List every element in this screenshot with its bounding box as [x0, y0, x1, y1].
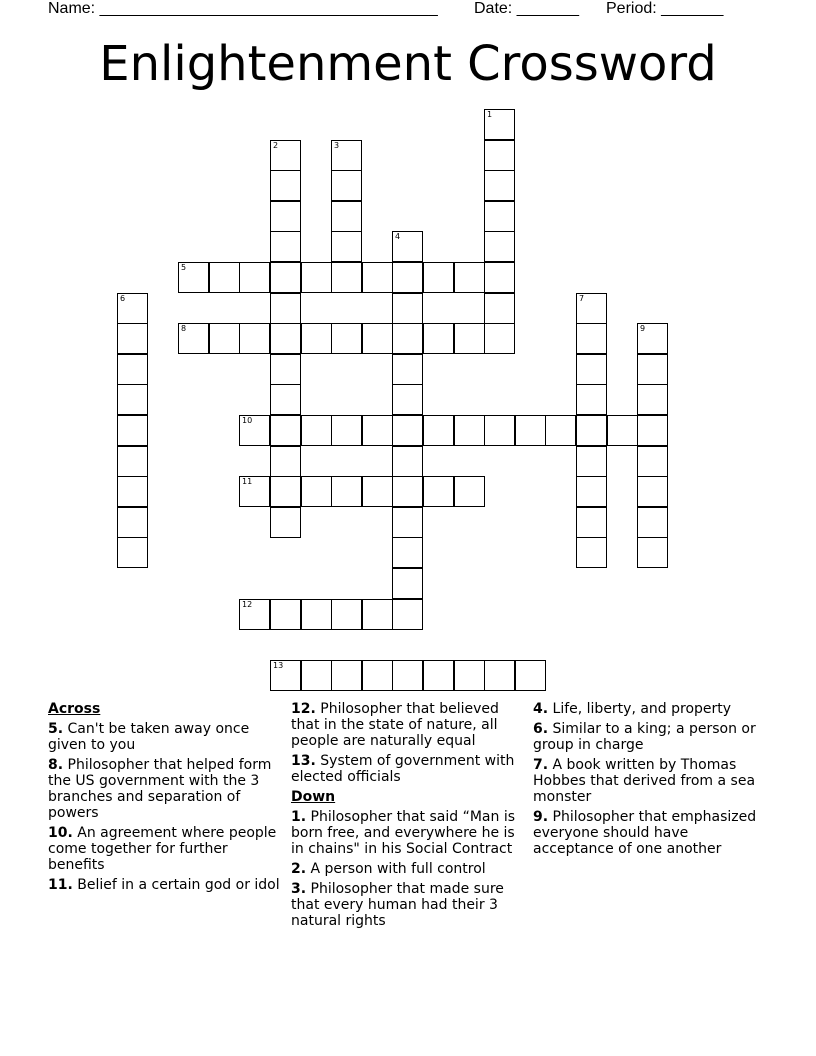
grid-cell[interactable] — [392, 660, 423, 691]
grid-cell[interactable] — [392, 384, 423, 415]
grid-cell[interactable] — [484, 262, 515, 293]
clue-number: 6 — [120, 294, 126, 303]
grid-cell[interactable] — [117, 476, 148, 507]
grid-cell[interactable] — [362, 660, 393, 691]
grid-cell[interactable] — [117, 323, 148, 354]
grid-cell[interactable] — [392, 537, 423, 568]
clue-across-12: 12. Philosopher that believed that in the state of nature, all people are naturally equal — [291, 701, 499, 749]
grid-cell[interactable] — [576, 354, 607, 385]
page-title: Enlightenment Crossword — [99, 36, 717, 92]
grid-cell[interactable] — [117, 507, 148, 538]
grid-cell[interactable] — [576, 507, 607, 538]
grid-cell[interactable] — [637, 507, 668, 538]
clue-down-2: 2. A person with full control — [291, 861, 486, 877]
grid-cell[interactable] — [117, 354, 148, 385]
grid-cell[interactable] — [484, 201, 515, 232]
clues-column-1 — [48, 701, 280, 897]
grid-cell[interactable] — [484, 323, 515, 354]
grid-cell[interactable] — [331, 262, 362, 293]
grid-cell[interactable] — [178, 323, 209, 354]
clue-down-3: 3. Philosopher that made sure that every human had their 3 natural rights — [291, 881, 504, 929]
grid-cell[interactable] — [392, 446, 423, 477]
grid-cell[interactable] — [392, 262, 423, 293]
grid-cell[interactable] — [270, 446, 301, 477]
grid-cell[interactable] — [117, 384, 148, 415]
clue-number: 2 — [273, 141, 279, 150]
grid-cell[interactable] — [637, 415, 668, 446]
grid-cell[interactable] — [362, 599, 393, 630]
grid-cell[interactable] — [270, 476, 301, 507]
grid-cell[interactable] — [392, 293, 423, 324]
grid-cell[interactable] — [576, 415, 607, 446]
clue-across-5: 5. Can't be taken away once given to you — [48, 721, 250, 753]
grid-cell[interactable] — [301, 476, 332, 507]
clues-column-2 — [291, 701, 523, 933]
grid-cell[interactable] — [331, 415, 362, 446]
grid-cell[interactable] — [209, 323, 240, 354]
grid-cell[interactable] — [392, 568, 423, 599]
grid-cell[interactable] — [515, 660, 546, 691]
clue-across-8: 8. Philosopher that helped form the US government with the 3 branches and separation of powers — [48, 757, 272, 821]
down-heading: Down — [291, 789, 336, 805]
grid-cell[interactable] — [607, 415, 638, 446]
grid-cell[interactable] — [362, 262, 393, 293]
grid-cell[interactable] — [239, 476, 270, 507]
grid-cell[interactable] — [515, 415, 546, 446]
grid-cell[interactable] — [362, 476, 393, 507]
grid-cell[interactable] — [423, 323, 454, 354]
grid-cell[interactable] — [423, 262, 454, 293]
grid-cell[interactable] — [454, 660, 485, 691]
clue-down-6: 6. Similar to a king; a person or group in charge — [533, 721, 756, 753]
across-heading: Across — [48, 701, 101, 717]
clues-column-3 — [533, 701, 765, 861]
grid-cell[interactable] — [331, 231, 362, 262]
grid-cell[interactable] — [484, 660, 515, 691]
grid-cell[interactable] — [301, 262, 332, 293]
grid-cell[interactable] — [239, 323, 270, 354]
grid-cell[interactable] — [362, 323, 393, 354]
grid-cell[interactable] — [270, 293, 301, 324]
grid-cell[interactable] — [392, 507, 423, 538]
clue-down-9: 9. Philosopher that emphasized everyone should have acceptance of one another — [533, 809, 757, 857]
grid-cell[interactable] — [331, 170, 362, 201]
grid-cell[interactable] — [392, 599, 423, 630]
grid-cell[interactable] — [239, 599, 270, 630]
grid-cell[interactable] — [270, 262, 301, 293]
grid-cell[interactable] — [270, 507, 301, 538]
grid-cell[interactable] — [454, 415, 485, 446]
grid-cell[interactable] — [454, 262, 485, 293]
date-field[interactable]: Date: _______ — [474, 0, 579, 17]
grid-cell[interactable] — [392, 415, 423, 446]
grid-cell[interactable] — [301, 599, 332, 630]
grid-cell[interactable] — [331, 140, 362, 171]
clue-across-10: 10. An agreement where people come together for further benefits — [48, 825, 277, 873]
grid-cell[interactable] — [178, 262, 209, 293]
grid-cell[interactable] — [392, 231, 423, 262]
grid-cell[interactable] — [301, 323, 332, 354]
clue-number: 10 — [242, 416, 253, 425]
clue-number: 3 — [334, 141, 340, 150]
grid-cell[interactable] — [270, 231, 301, 262]
clue-down-4: 4. Life, liberty, and property — [533, 701, 732, 717]
grid-cell[interactable] — [117, 415, 148, 446]
grid-cell[interactable] — [392, 354, 423, 385]
grid-cell[interactable] — [270, 170, 301, 201]
grid-cell[interactable] — [209, 262, 240, 293]
clue-number: 13 — [273, 661, 284, 670]
grid-cell[interactable] — [637, 354, 668, 385]
clue-across-11: 11. Belief in a certain god or idol — [48, 877, 280, 893]
grid-cell[interactable] — [484, 231, 515, 262]
grid-cell[interactable] — [301, 660, 332, 691]
grid-cell[interactable] — [270, 660, 301, 691]
grid-cell[interactable] — [484, 415, 515, 446]
clue-number: 9 — [640, 324, 646, 333]
grid-cell[interactable] — [331, 599, 362, 630]
period-field[interactable]: Period: _______ — [606, 0, 724, 17]
grid-cell[interactable] — [117, 537, 148, 568]
grid-cell[interactable] — [270, 140, 301, 171]
grid-cell[interactable] — [423, 476, 454, 507]
grid-cell[interactable] — [239, 415, 270, 446]
clue-down-7: 7. A book written by Thomas Hobbes that derived from a sea monster — [533, 757, 756, 805]
grid-cell[interactable] — [454, 323, 485, 354]
grid-cell[interactable] — [270, 415, 301, 446]
grid-cell[interactable] — [362, 415, 393, 446]
grid-cell[interactable] — [331, 201, 362, 232]
grid-cell[interactable] — [576, 537, 607, 568]
clue-number: 5 — [181, 263, 187, 272]
grid-cell[interactable] — [637, 384, 668, 415]
clue-number: 11 — [242, 477, 253, 486]
grid-cell[interactable] — [576, 293, 607, 324]
grid-cell[interactable] — [392, 323, 423, 354]
grid-cell[interactable] — [637, 537, 668, 568]
grid-cell[interactable] — [301, 415, 332, 446]
grid-cell[interactable] — [117, 446, 148, 477]
grid-cell[interactable] — [270, 599, 301, 630]
grid-cell[interactable] — [484, 170, 515, 201]
grid-cell[interactable] — [576, 446, 607, 477]
grid-cell[interactable] — [637, 323, 668, 354]
grid-cell[interactable] — [239, 262, 270, 293]
grid-cell[interactable] — [545, 415, 576, 446]
clue-across-13: 13. System of government with elected officials — [291, 753, 515, 785]
grid-cell[interactable] — [484, 140, 515, 171]
clue-number: 8 — [181, 324, 187, 333]
grid-cell[interactable] — [576, 476, 607, 507]
clue-number: 4 — [395, 232, 401, 241]
clue-down-1: 1. Philosopher that said “Man is born free, and everywhere he is in chains" in his Social Contract — [291, 809, 516, 857]
grid-cell[interactable] — [423, 415, 454, 446]
grid-cell[interactable] — [576, 384, 607, 415]
clue-number: 7 — [579, 294, 585, 303]
grid-cell[interactable] — [331, 660, 362, 691]
grid-cell[interactable] — [454, 476, 485, 507]
grid-cell[interactable] — [637, 476, 668, 507]
grid-cell[interactable] — [484, 109, 515, 140]
grid-cell[interactable] — [423, 660, 454, 691]
grid-cell[interactable] — [637, 446, 668, 477]
name-field[interactable]: Name: ______________________________________ — [48, 0, 438, 17]
grid-cell[interactable] — [270, 201, 301, 232]
grid-cell[interactable] — [270, 323, 301, 354]
grid-cell[interactable] — [576, 323, 607, 354]
grid-cell[interactable] — [392, 476, 423, 507]
clue-number: 1 — [487, 110, 493, 119]
grid-cell[interactable] — [270, 354, 301, 385]
grid-cell[interactable] — [331, 323, 362, 354]
grid-cell[interactable] — [484, 293, 515, 324]
clue-number: 12 — [242, 600, 253, 609]
grid-cell[interactable] — [270, 384, 301, 415]
grid-cell[interactable] — [331, 476, 362, 507]
grid-cell[interactable] — [117, 293, 148, 324]
